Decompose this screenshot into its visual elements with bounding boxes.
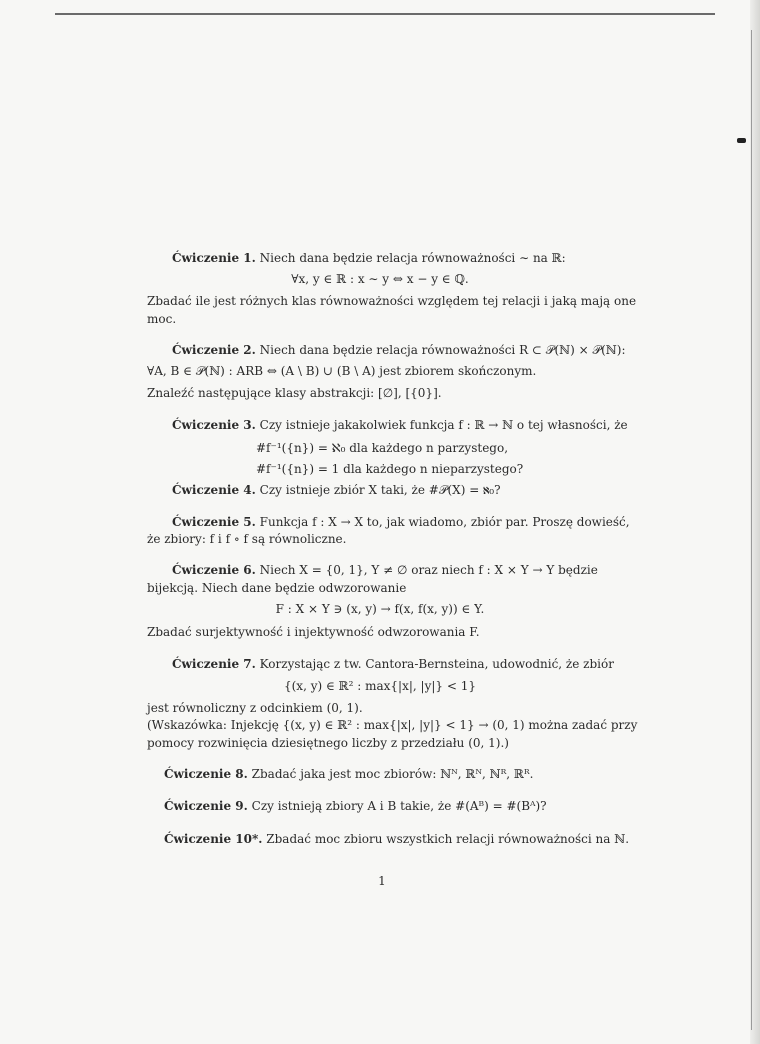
exercise-3-intro: Ćwiczenie 3. Czy istnieje jakakolwiek funkcja f : ℝ → ℕ o tej własności, że [172, 418, 628, 432]
exercise-6-label: Ćwiczenie 6. [172, 563, 256, 577]
exercise-1-label: Ćwiczenie 1. [172, 251, 256, 265]
exercise-7-hint-1: (Wskazówka: Injekcję {(x, y) ∈ ℝ² : max{|x|, |y|} < 1} → (0, 1) można zadać przy [147, 718, 638, 732]
exercise-6-intro: Ćwiczenie 6. Niech X = {0, 1}, Y ≠ ∅ oraz niech f : X × Y → Y będzie [172, 563, 598, 577]
exercise-10-label: Ćwiczenie 10*. [164, 832, 263, 846]
exercise-1-intro: Ćwiczenie 1. Niech dana będzie relacja równoważności ∼ na ℝ: [172, 251, 566, 265]
exercise-3-formula-2: #f⁻¹({n}) = 1 dla każdego n nieparzystego? [256, 462, 524, 476]
exercise-7-text-1: jest równoliczny z odcinkiem (0, 1). [147, 701, 363, 715]
scan-right-edge [751, 30, 752, 1030]
exercise-9-label: Ćwiczenie 9. [164, 799, 248, 813]
exercise-1-text-2: moc. [147, 312, 177, 326]
exercise-4-label: Ćwiczenie 4. [172, 483, 256, 497]
exercise-10-intro: Ćwiczenie 10*. Zbadać moc zbioru wszystkich relacji równoważności na ℕ. [164, 832, 630, 846]
exercise-3-formula-1: #f⁻¹({n}) = ℵ₀ dla każdego n parzystego, [256, 441, 509, 455]
exercise-6-text-2: Zbadać surjektywność i injektywność odwzorowania F. [147, 625, 480, 639]
exercise-5-intro: Ćwiczenie 5. Funkcja f : X → X to, jak wiadomo, zbiór par. Proszę dowieść, [172, 515, 630, 529]
page-number: 1 [378, 874, 386, 888]
exercise-7-label: Ćwiczenie 7. [172, 657, 256, 671]
exercise-6-text-1: bijekcją. Niech dane będzie odwzorowanie [147, 581, 407, 595]
exercise-4-intro: Ćwiczenie 4. Czy istnieje zbiór X taki, że #𝒫(X) = ℵ₀? [172, 483, 501, 497]
exercise-2-text-1: Znaleźć następujące klasy abstrakcji: [∅], [{0}]. [147, 386, 442, 400]
exercise-3-label: Ćwiczenie 3. [172, 418, 256, 432]
exercise-2-label: Ćwiczenie 2. [172, 343, 256, 357]
scan-speck [737, 138, 746, 143]
exercise-9-intro: Ćwiczenie 9. Czy istnieją zbiory A i B takie, że #(Aᴮ) = #(Bᴬ)? [164, 799, 547, 813]
exercise-7-hint-2: pomocy rozwinięcia dziesiętnego liczby z przedziału (0, 1).) [147, 736, 509, 750]
exercise-5-text-1: że zbiory: f i f ∘ f są równoliczne. [147, 532, 347, 546]
exercise-8-label: Ćwiczenie 8. [164, 767, 248, 781]
exercise-2-intro: Ćwiczenie 2. Niech dana będzie relacja równoważności R ⊂ 𝒫(ℕ) × 𝒫(ℕ): [172, 343, 626, 357]
exercise-6-formula: F : X × Y ∋ (x, y) → f(x, f(x, y)) ∈ Y. [275, 602, 485, 616]
exercise-2-formula: ∀A, B ∈ 𝒫(ℕ) : ARB ⇔ (A \ B) ∪ (B \ A) jest zbiorem skończonym. [147, 364, 537, 378]
exercise-8-intro: Ćwiczenie 8. Zbadać jaka jest moc zbiorów: ℕᴺ, ℝᴺ, ℕᴿ, ℝᴿ. [164, 767, 534, 781]
exercise-1-formula: ∀x, y ∈ ℝ : x ∼ y ⇔ x − y ∈ ℚ. [291, 272, 469, 286]
exercise-1-text-1: Zbadać ile jest różnych klas równoważności względem tej relacji i jaką mają one [147, 294, 637, 308]
exercise-5-label: Ćwiczenie 5. [172, 515, 256, 529]
exercise-7-formula: {(x, y) ∈ ℝ² : max{|x|, |y|} < 1} [283, 679, 476, 693]
scan-top-line [55, 13, 715, 15]
exercise-7-intro: Ćwiczenie 7. Korzystając z tw. Cantora-Bernsteina, udowodnić, że zbiór [172, 657, 614, 671]
